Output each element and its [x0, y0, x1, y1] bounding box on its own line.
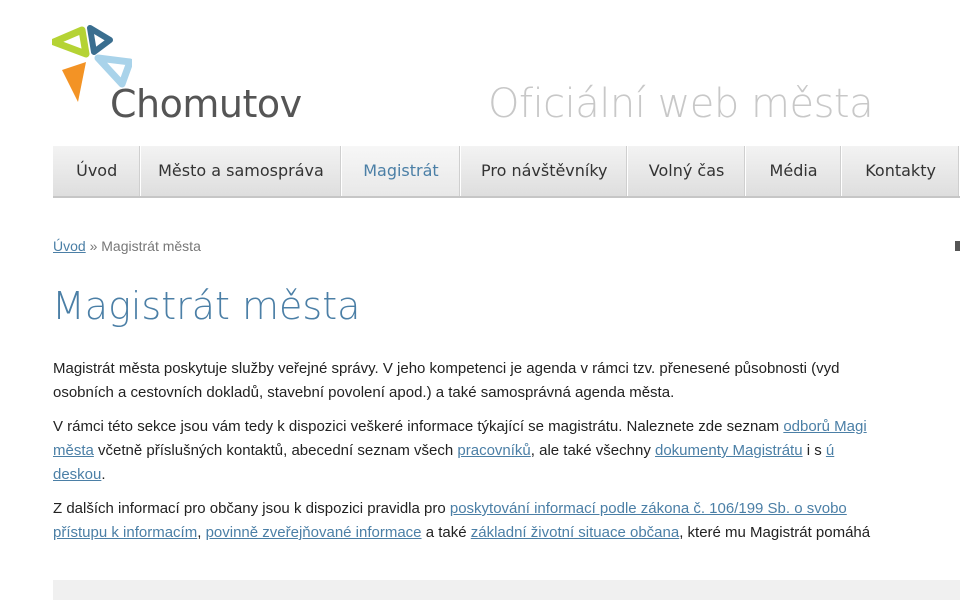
nav-item-magistrát[interactable]: Magistrát	[342, 146, 462, 196]
page-content	[53, 357, 960, 555]
breadcrumb-current: Magistrát města	[101, 238, 201, 254]
staff-link[interactable]: pracovníků	[457, 442, 531, 459]
main-navigation	[53, 146, 960, 198]
logo-petal-lightblue	[98, 58, 130, 84]
intro-paragraph	[53, 357, 960, 405]
departments-link-cont[interactable]: města	[53, 442, 94, 459]
nav-item-pro-návštěvníky[interactable]: Pro návštěvníky	[461, 146, 628, 196]
section-text-2: včetně příslušných kontaktů, abecední seznam všech	[93, 442, 458, 459]
logo-text[interactable]: Chomutov	[110, 82, 302, 126]
info-text-2: a také	[421, 524, 471, 541]
info-sep: ,	[197, 524, 206, 541]
nav-item-město-a-samospráva[interactable]: Město a samospráva	[141, 146, 341, 196]
departments-link[interactable]: odborů Magi	[783, 418, 867, 435]
section-text-4: i s	[802, 442, 826, 459]
site-header	[0, 0, 960, 145]
section-text-1: V rámci této sekce jsou vám tedy k dispozici veškeré informace týkající se magistrátu. Naleznete zde seznam	[53, 418, 784, 435]
mandatory-info-link[interactable]: povinně zveřejňované informace	[205, 524, 422, 541]
edge-icon	[955, 241, 960, 251]
intro-line-2: osobních a cestovních dokladů, stavební povolení apod.) a také samosprávná agenda města.	[53, 384, 675, 401]
nav-item-média[interactable]: Média	[746, 146, 842, 196]
info-text-1: Z dalších informací pro občany jsou k dispozici pravidla pro	[53, 500, 450, 517]
info-paragraph	[53, 497, 960, 545]
section-paragraph	[53, 415, 960, 487]
breadcrumb-home-link[interactable]: Úvod	[53, 238, 86, 254]
nav-item-volný-čas[interactable]: Volný čas	[628, 146, 746, 196]
nav-item-kontakty[interactable]: Kontakty	[842, 146, 960, 196]
logo-petal-orange	[62, 62, 86, 102]
info-text-3: , které mu Magistrát pomáhá	[679, 524, 871, 541]
content-box	[53, 580, 960, 600]
site-tagline: Oficiální web města	[488, 81, 874, 127]
nav-item-úvod[interactable]: Úvod	[53, 146, 141, 196]
intro-line-1: Magistrát města poskytuje služby veřejné správy. V jeho kompetenci je agenda v rámci tzv. přenesené působnosti (vyd	[53, 360, 840, 377]
section-text-3: , ale také všechny	[530, 442, 655, 459]
life-situations-link[interactable]: základní životní situace občana	[470, 524, 680, 541]
logo-petal-yellow	[54, 30, 86, 54]
section-text-end: .	[101, 466, 106, 483]
page-title: Magistrát města	[52, 284, 361, 328]
info-law-link[interactable]: poskytování informací podle zákona č. 106/199 Sb. o svobo	[449, 500, 847, 517]
info-access-link[interactable]: přístupu k informacím	[53, 524, 198, 541]
logo-petal-navy	[90, 28, 110, 52]
breadcrumb	[53, 238, 201, 254]
notice-board-link[interactable]: ú	[825, 442, 835, 459]
documents-link[interactable]: dokumenty Magistrátu	[655, 442, 803, 459]
notice-board-link-cont[interactable]: deskou	[53, 466, 102, 483]
breadcrumb-separator: »	[85, 238, 102, 254]
